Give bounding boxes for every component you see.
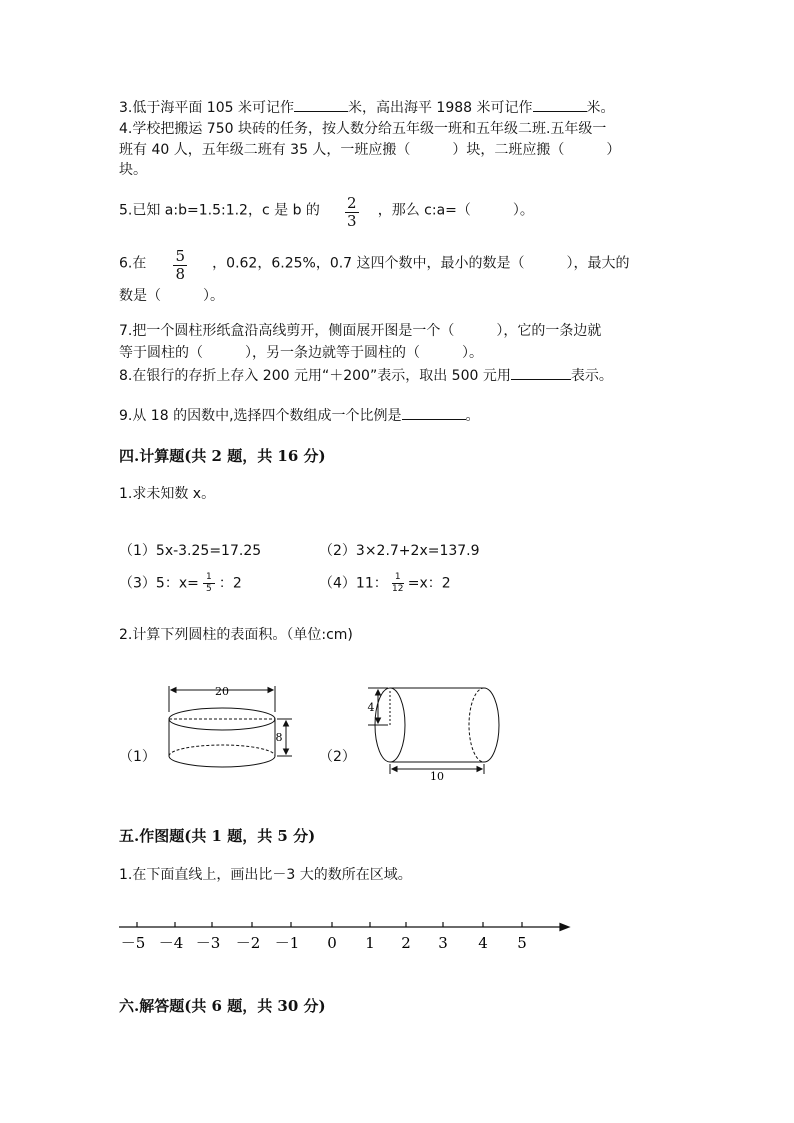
eq4-text-b: =x：2	[407, 575, 451, 592]
tick-label: －4	[158, 934, 184, 952]
question-7-line-2: 等于圆柱的（ ），另一条边就等于圆柱的（ ）。	[119, 345, 483, 361]
figure-2-label: （2）	[319, 749, 356, 765]
equation-3	[119, 572, 242, 595]
question-7-line-1: 7.把一个圆柱形纸盒沿高线剪开，侧面展开图是一个（ ），它的一条边就	[119, 323, 602, 339]
number-line-ticks	[121, 922, 527, 952]
tick-label: 2	[401, 934, 411, 952]
section-5-title: 五.作图题(共 1 题，共 5 分)	[119, 827, 316, 845]
section-6-title: 六.解答题(共 6 题，共 30 分)	[119, 997, 326, 1015]
q6-denominator: 8	[175, 265, 186, 283]
question-6	[119, 246, 630, 281]
tick-label: 4	[478, 934, 488, 952]
eq3-text-b: ：2	[218, 575, 242, 592]
q5-text-a: 5.已知 a:b=1.5:1.2，c 是 b 的	[119, 202, 320, 219]
number-line	[119, 924, 569, 931]
question-9	[119, 405, 480, 426]
question-6-line-2: 数是（ ）。	[119, 288, 224, 304]
question-4-line-1: 4.学校把搬运 750 块砖的任务，按人数分给五年级一班和五年级二班.五年级一	[119, 121, 607, 137]
question-4-line-2: 班有 40 人，五年级二班有 35 人，一班应搬（ ）块，二班应搬（ ）	[119, 142, 621, 158]
tick-label: 5	[517, 934, 527, 952]
q5-text-b: ，那么 c:a=（ ）。	[377, 202, 534, 219]
fig1-diameter-label: 20	[215, 685, 229, 698]
tick-label: －2	[235, 934, 261, 952]
figure-1-label: （1）	[119, 749, 156, 765]
q5-numerator: 2	[347, 194, 357, 212]
question-8	[119, 365, 613, 386]
q5-denominator: 3	[347, 212, 357, 230]
cylinder-1	[169, 686, 292, 767]
eq4-text-a: （4）11：	[319, 575, 388, 592]
eq4-numerator: 1	[394, 572, 401, 582]
eq3-text-a: （3）5：x=	[119, 575, 199, 592]
q6-fraction	[173, 248, 187, 283]
cylinder-2	[368, 688, 499, 774]
tick-label: 1	[365, 934, 375, 952]
q8-text-b: 表示。	[570, 368, 613, 384]
eq3-numerator: 1	[205, 572, 212, 582]
fig1-height-label: 8	[275, 731, 283, 744]
q6-text-b: ，0.62，6.25%，0.7 这四个数中，最小的数是（ ），最大的	[212, 255, 630, 272]
q8-blank[interactable]	[511, 365, 571, 380]
tick-label: 0	[327, 934, 337, 952]
q3-blank-1[interactable]	[294, 97, 348, 112]
fig2-radius-label: 4	[367, 701, 375, 714]
q8-text-a: 8.在银行的存折上存入 200 元用“＋200”表示，取出 500 元用	[119, 368, 511, 384]
q3-text-b: 米，高出海平 1988 米可记作	[347, 100, 533, 116]
tick-label: 3	[438, 934, 448, 952]
q9-blank[interactable]	[402, 405, 466, 420]
tick-label: －1	[274, 934, 300, 952]
q3-blank-2[interactable]	[533, 97, 587, 112]
equation-2: （2）3×2.7+2x=137.9	[319, 543, 480, 559]
equation-1: （1）5x-3.25=17.25	[119, 543, 262, 559]
q5-fraction	[345, 195, 359, 230]
calc-2-title: 2.计算下列圆柱的表面积。（单位:cm)	[119, 627, 353, 643]
q9-text-a: 9.从 18 的因数中,选择四个数组成一个比例是	[119, 408, 402, 424]
eq3-fraction	[203, 572, 215, 595]
question-4-line-3: 块。	[119, 162, 147, 178]
eq4-denominator: 12	[392, 584, 404, 594]
equation-4	[319, 572, 451, 595]
fig2-length-label: 10	[430, 770, 444, 783]
q6-numerator: 5	[175, 247, 186, 265]
eq4-fraction	[392, 572, 404, 595]
q6-text-a: 6.在	[119, 255, 147, 272]
q9-text-b: 。	[465, 408, 480, 424]
question-3	[119, 97, 615, 118]
eq3-denominator: 5	[205, 584, 212, 594]
calc-1-title: 1.求未知数 x。	[119, 486, 216, 502]
section-4-title: 四.计算题(共 2 题，共 16 分)	[119, 447, 326, 465]
q3-text-a: 3.低于海平面 105 米可记作	[119, 100, 294, 116]
tick-label: －5	[120, 934, 146, 952]
question-5	[119, 193, 534, 228]
tick-label: －3	[195, 934, 221, 952]
q3-text-c: 米。	[586, 100, 615, 116]
draw-1-title: 1.在下面直线上，画出比－3 大的数所在区域。	[119, 867, 412, 883]
